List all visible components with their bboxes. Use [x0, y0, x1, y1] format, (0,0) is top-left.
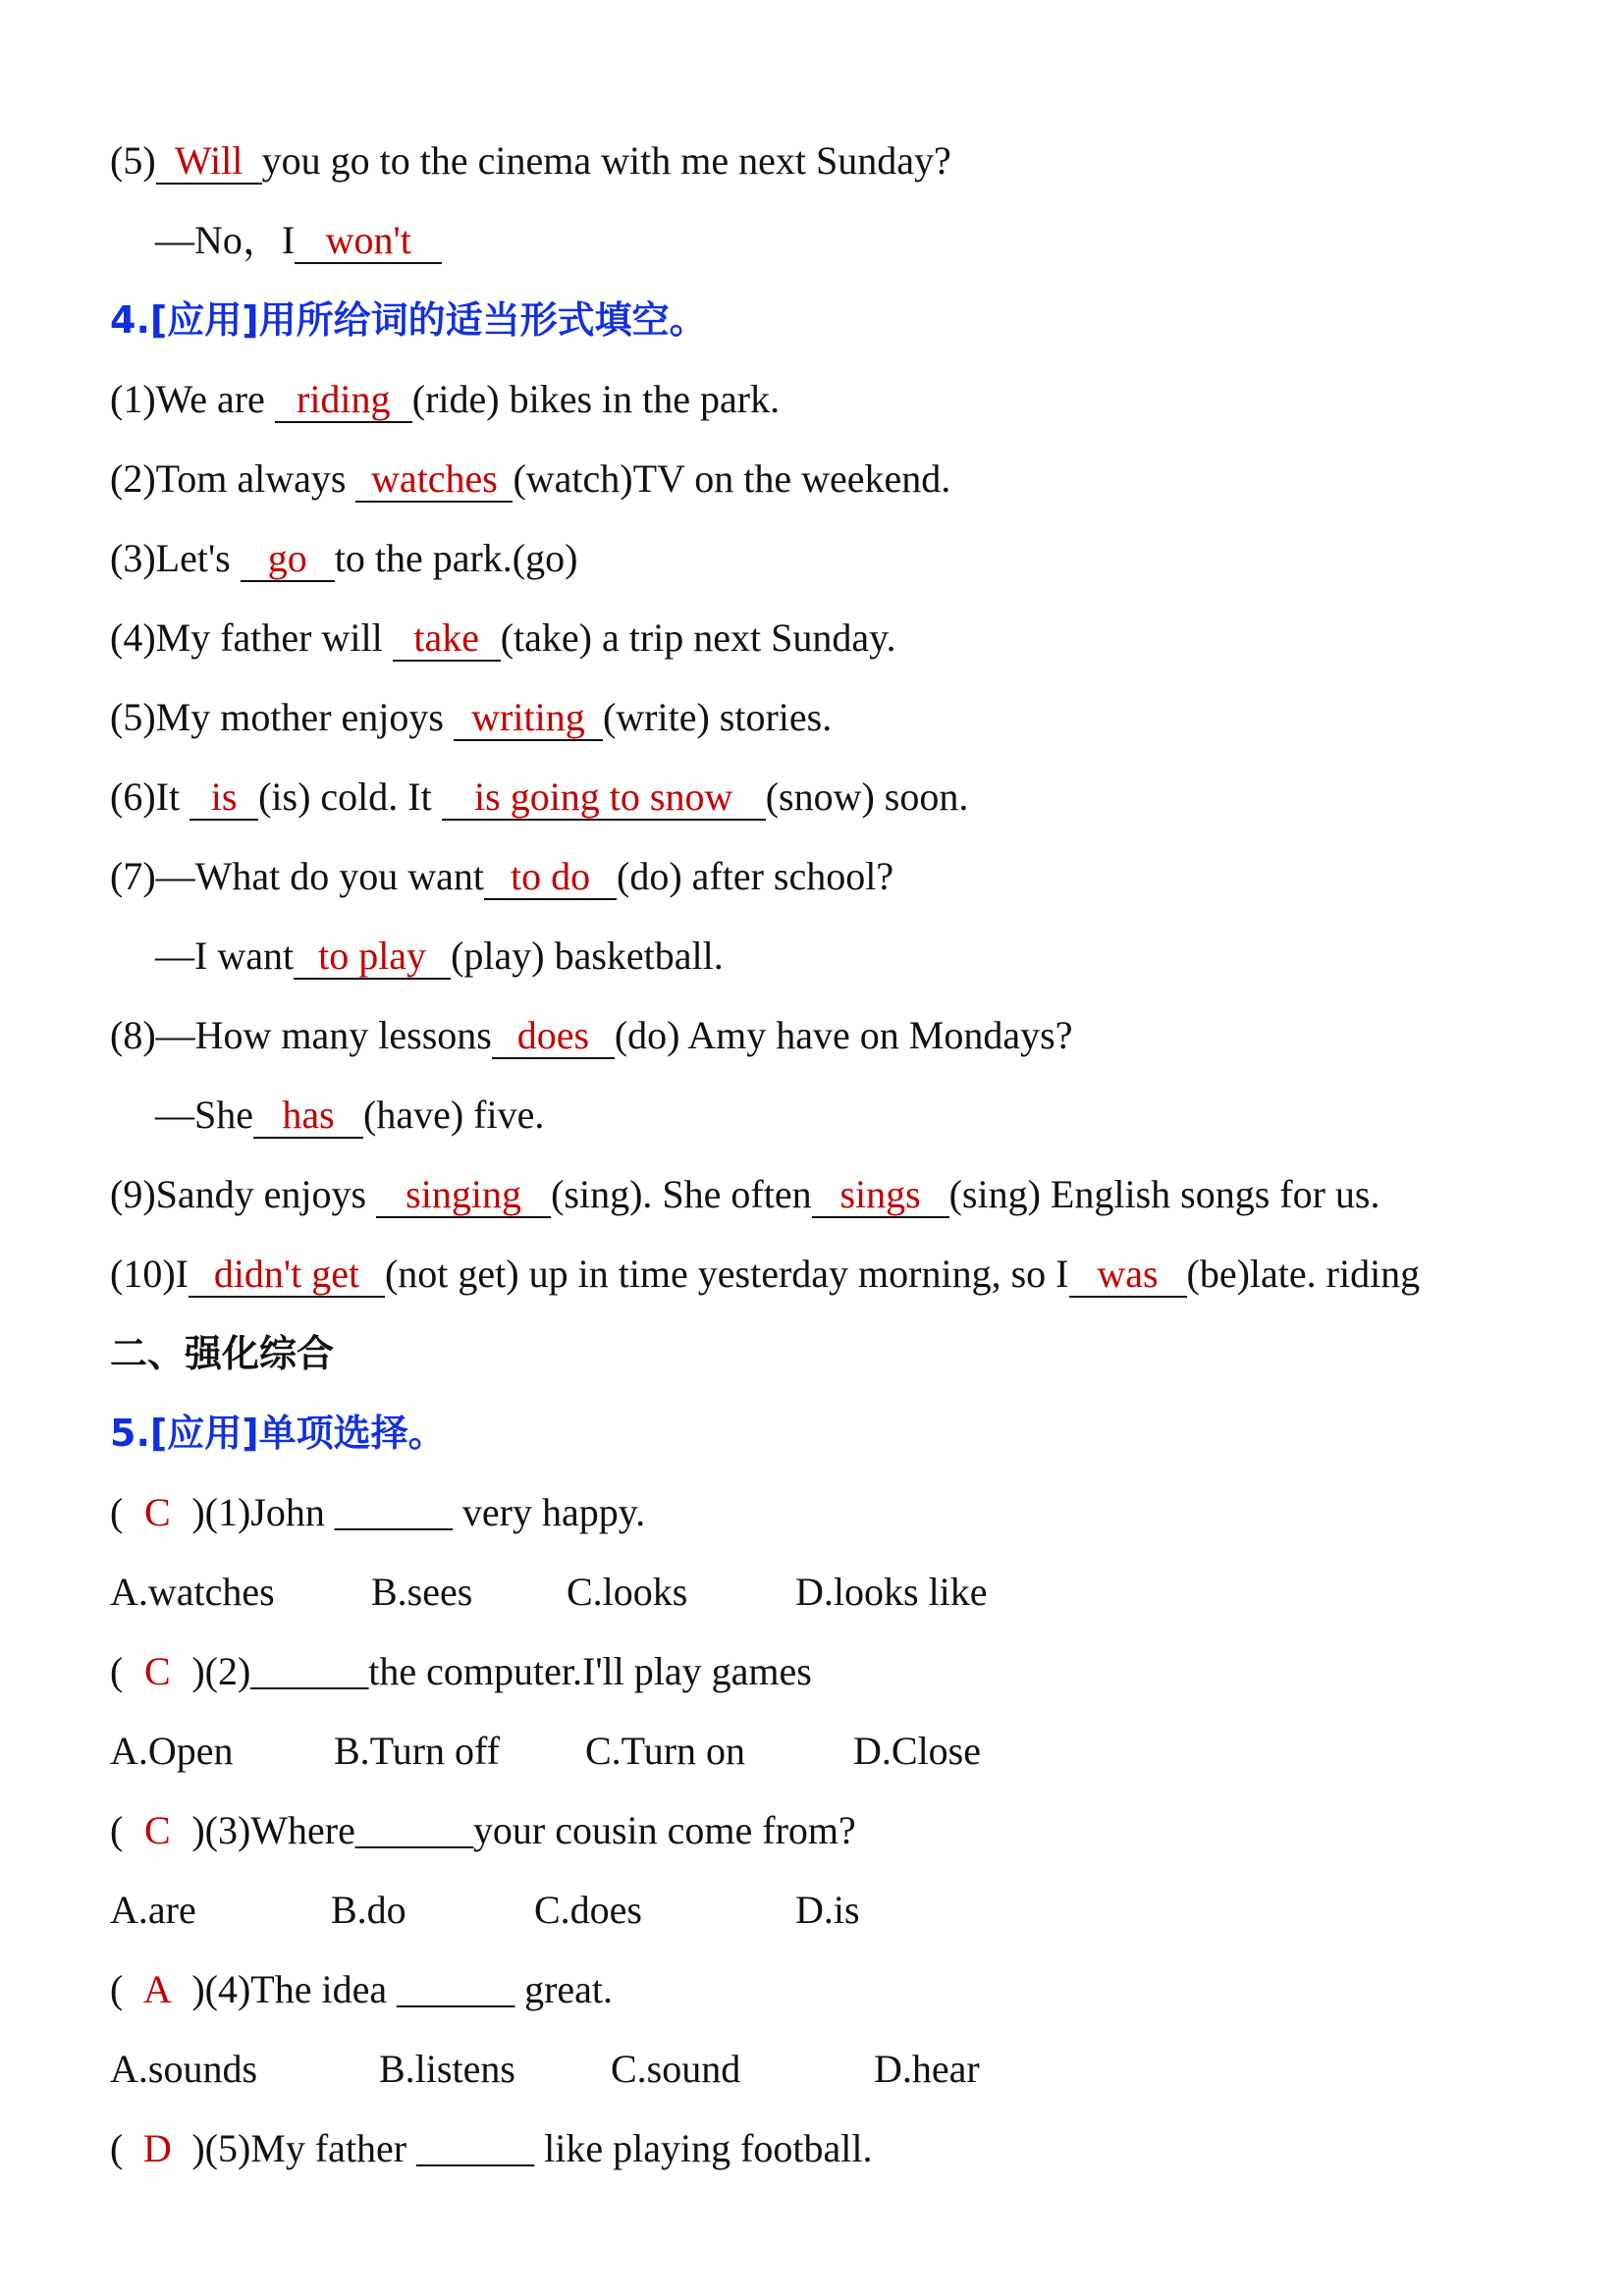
- item-prefix: (6)It: [110, 774, 190, 819]
- paren-close: ): [191, 1808, 205, 1852]
- question-text: (5)My father ______ like playing football.: [204, 2126, 873, 2170]
- q4-item-1: [110, 374, 780, 425]
- item-suffix: (sing) English songs for us.: [948, 1172, 1380, 1216]
- option-b: B.sees: [371, 1570, 473, 1614]
- q3-item-5-number: (5): [110, 138, 156, 183]
- option-c: C.sound: [611, 2047, 741, 2091]
- item-suffix: (take) a trip next Sunday.: [500, 615, 896, 660]
- q5-item-1: [110, 1487, 645, 1538]
- option-c: C.looks: [567, 1570, 688, 1614]
- answer-blank: writing: [454, 696, 603, 741]
- answer-blank: take: [393, 616, 501, 662]
- item-suffix: (do) after school?: [617, 854, 894, 898]
- answer-blank: sings: [812, 1173, 949, 1218]
- paren-open: (: [110, 1808, 124, 1852]
- answer-blank: watches: [355, 457, 513, 503]
- answer-blank: Will: [156, 139, 262, 185]
- section-title: 二、强化综合: [110, 1332, 335, 1375]
- answer-blank: has: [253, 1094, 363, 1139]
- question-text: (4)The idea ______ great.: [204, 1967, 614, 2011]
- q4-item-6: [110, 772, 968, 823]
- q5-item-3: [110, 1805, 856, 1856]
- item-prefix: (1)We are: [110, 377, 275, 421]
- q4-item-5: [110, 692, 832, 743]
- answer-blank: to play: [294, 934, 451, 980]
- q3-item-5-text: you go to the cinema with me next Sunday?: [261, 138, 951, 183]
- q4-item-8-reply: [155, 1090, 544, 1141]
- option-b: B.listens: [379, 2047, 515, 2091]
- choice-answer: C: [143, 1649, 171, 1693]
- option-a: A.Open: [110, 1729, 234, 1773]
- reply-text: —No，I: [155, 218, 296, 262]
- item-prefix: (7)—What do you want: [110, 854, 485, 898]
- item-suffix: (do) Amy have on Mondays?: [614, 1013, 1073, 1057]
- reply-prefix: —I want: [155, 934, 295, 978]
- q4-item-10: [110, 1249, 1420, 1300]
- option-a: A.are: [110, 1888, 196, 1932]
- paren-open: (: [110, 1967, 124, 2011]
- q3-item-5-reply: [155, 215, 442, 266]
- option-d: D.looks like: [795, 1570, 988, 1614]
- option-b: B.Turn off: [334, 1729, 500, 1773]
- item-prefix: (10)I: [110, 1252, 189, 1296]
- paren-close: ): [191, 1967, 205, 2011]
- item-middle: (is) cold. It: [258, 774, 442, 819]
- choice-answer: C: [143, 1808, 171, 1852]
- paren-close: ): [191, 1649, 205, 1693]
- item-suffix: (ride) bikes in the park.: [411, 377, 781, 421]
- q5-item-4: [110, 1964, 613, 2015]
- answer-blank: singing: [376, 1173, 551, 1218]
- q4-item-7: [110, 851, 893, 902]
- item-middle: (not get) up in time yesterday morning, so I: [384, 1252, 1069, 1296]
- answer-blank: is: [189, 775, 258, 821]
- item-suffix: (watch)TV on the weekend.: [513, 456, 951, 501]
- q4-item-2: [110, 454, 950, 505]
- q5-item-2: [110, 1646, 812, 1697]
- item-suffix: (write) stories.: [602, 695, 833, 739]
- paren-close: ): [191, 1490, 205, 1534]
- option-d: D.hear: [874, 2047, 980, 2091]
- q3-item-5: [110, 135, 951, 187]
- question-text: (1)John ______ very happy.: [204, 1490, 646, 1534]
- paren-close: ): [191, 2126, 205, 2170]
- question-text: (3)Where______your cousin come from?: [204, 1808, 856, 1852]
- answer-blank: was: [1069, 1253, 1187, 1298]
- item-suffix: (snow) soon.: [765, 774, 969, 819]
- paren-open: (: [110, 1490, 124, 1534]
- option-c: C.does: [534, 1888, 642, 1932]
- item-prefix: (4)My father will: [110, 615, 393, 660]
- q4-item-4: [110, 613, 896, 664]
- answer-blank: does: [492, 1014, 615, 1059]
- answer-blank: riding: [275, 378, 412, 423]
- reply-prefix: —She: [155, 1093, 253, 1137]
- option-d: D.is: [795, 1888, 860, 1932]
- q4-heading: 4.[应用]用所给词的适当形式填空。: [110, 298, 707, 342]
- answer-blank: go: [241, 537, 335, 582]
- choice-answer: C: [143, 1490, 171, 1534]
- item-prefix: (3)Let's: [110, 536, 241, 580]
- answer-blank: to do: [484, 855, 617, 900]
- item-prefix: (2)Tom always: [110, 456, 356, 501]
- q4-item-8: [110, 1010, 1072, 1061]
- choice-answer: A: [142, 1967, 172, 2011]
- item-prefix: (8)—How many lessons: [110, 1013, 492, 1057]
- q5-heading: 5.[应用]单项选择。: [110, 1412, 446, 1455]
- option-a: A.sounds: [110, 2047, 258, 2091]
- item-middle: (sing). She often: [551, 1172, 812, 1216]
- answer-blank: is going to snow: [442, 775, 766, 821]
- item-prefix: (5)My mother enjoys: [110, 695, 454, 739]
- paren-open: (: [110, 1649, 124, 1693]
- q5-item-5: [110, 2123, 873, 2174]
- question-text: (2)______the computer.I'll play games: [204, 1649, 812, 1693]
- choice-answer: D: [142, 2126, 172, 2170]
- answer-blank: didn't get: [189, 1253, 385, 1298]
- option-a: A.watches: [110, 1570, 275, 1614]
- option-b: B.do: [331, 1888, 406, 1932]
- option-d: D.Close: [853, 1729, 981, 1773]
- item-suffix: (be)late. riding: [1186, 1252, 1421, 1296]
- q4-item-7-reply: [155, 931, 724, 982]
- q4-item-9: [110, 1169, 1380, 1220]
- item-prefix: (9)Sandy enjoys: [110, 1172, 377, 1216]
- reply-suffix: (play) basketball.: [451, 934, 724, 978]
- paren-open: (: [110, 2126, 124, 2170]
- item-suffix: to the park.(go): [334, 536, 578, 580]
- answer-blank: won't: [295, 219, 442, 264]
- q4-item-3: [110, 533, 577, 584]
- reply-suffix: (have) five.: [363, 1093, 545, 1137]
- option-c: C.Turn on: [585, 1729, 746, 1773]
